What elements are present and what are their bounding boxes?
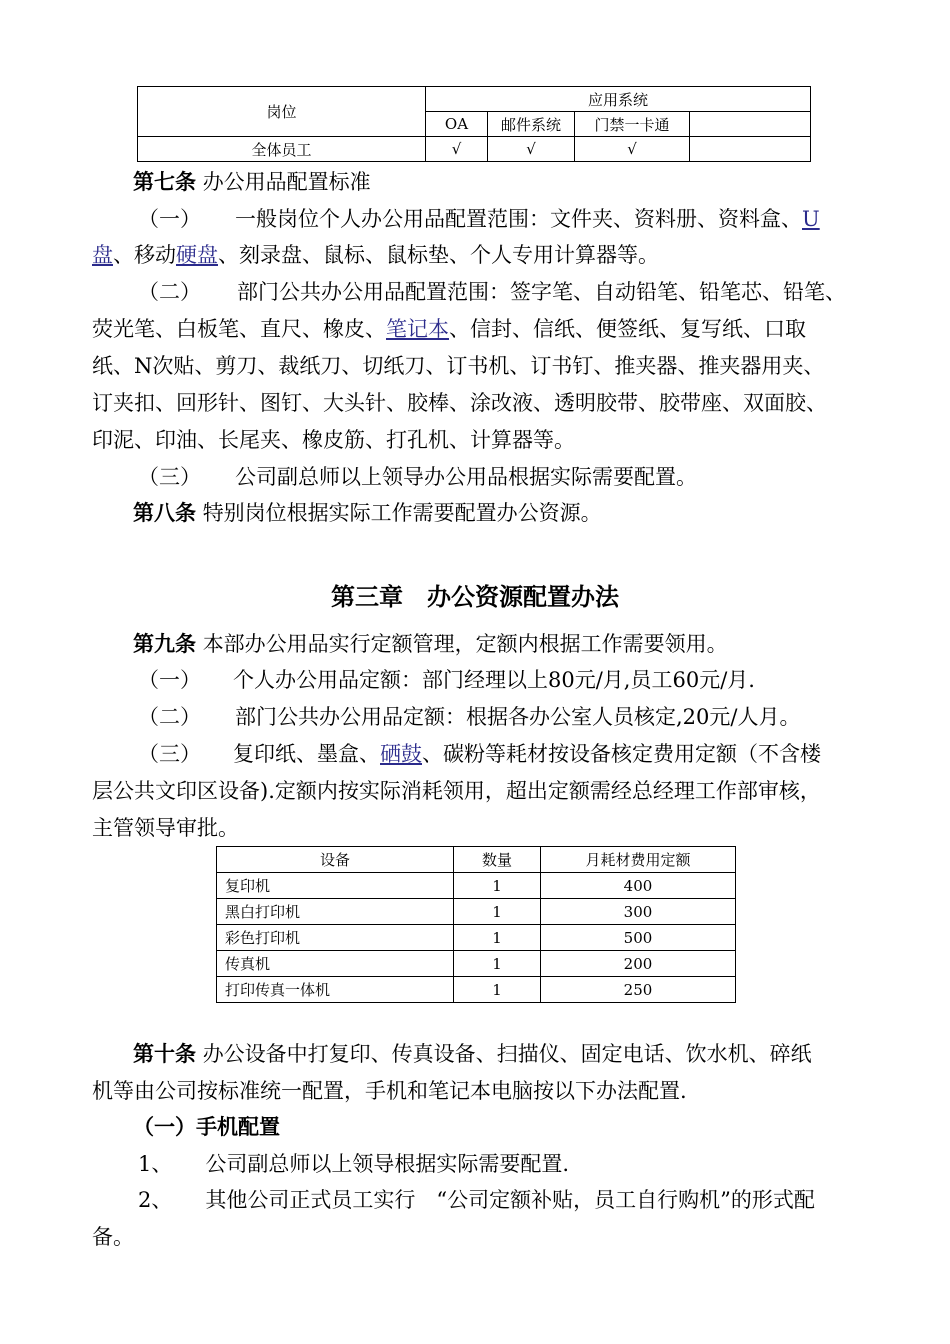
item-text: 个人办公用品定额：部门经理以上80元/月,员工60元/月. [233,668,755,692]
item-number: （三） [138,465,201,489]
cell-equipment: 黑白打印机 [217,899,454,925]
u-disk-link-cont[interactable]: 盘 [92,243,113,267]
table-row [217,873,736,899]
item-text: 复印纸、墨盒、 [233,742,380,766]
article-7-item-2-line-2 [92,313,806,343]
article-7-item-3 [138,461,697,491]
cell-equipment: 打印传真一体机 [217,977,454,1003]
article-10-label: 第十条 [133,1041,196,1066]
header-quantity: 数量 [454,847,541,873]
cell-empty [690,137,811,162]
cell-quota: 250 [541,977,736,1003]
equipment-quota-table [216,846,736,1003]
item-text: 公司副总师以上领导办公用品根据实际需要配置。 [235,465,697,489]
header-monthly-quota: 月耗材费用定额 [541,847,736,873]
cell-quantity: 1 [454,951,541,977]
phone-config-heading: （一）手机配置 [133,1114,280,1139]
table-row [217,977,736,1003]
article-10-line-1 [133,1038,812,1068]
table-row [217,925,736,951]
article-9-item-1 [138,664,755,694]
item-number: （二） [138,705,201,729]
row-all-staff: 全体员工 [138,137,426,162]
item-text: 其他公司正式员工实行 “公司定额补贴，员工自行购机”的形式配 [205,1188,815,1212]
item-number: （二） [138,280,201,304]
item-text: 一般岗位个人办公用品配置范围：文件夹、资料册、资料盒、 [235,207,802,231]
article-7-heading [133,166,371,196]
item-number: （一） [138,668,201,692]
col-mail: 邮件系统 [488,112,575,137]
check-access: √ [575,137,690,162]
cell-equipment: 复印机 [217,873,454,899]
article-8-label: 第八条 [133,500,196,525]
hard-disk-link[interactable]: 硬盘 [176,243,218,267]
cell-quantity: 1 [454,873,541,899]
notebook-link[interactable]: 笔记本 [386,317,449,341]
header-post: 岗位 [138,87,426,137]
col-oa: OA [426,112,488,137]
article-7-title: 办公用品配置标准 [202,170,371,194]
article-7-item-1-line-2 [92,239,659,269]
table-header-row [217,847,736,873]
article-7-item-1-line-1 [138,203,820,233]
item-text: 、碳粉等耗材按设备核定费用定额（不含楼 [422,742,821,766]
chapter-3-heading: 第三章 办公资源配置办法 [331,582,619,611]
table-row [217,899,736,925]
article-8 [133,497,602,527]
article-10-text: 办公设备中打复印、传真设备、扫描仪、固定电话、饮水机、碎纸 [202,1042,812,1066]
toner-drum-link[interactable]: 硒鼓 [380,742,422,766]
item-text: 部门公共办公用品配置范围：签字笔、自动铅笔、铅笔芯、铅笔、 [237,280,846,304]
article-9-label: 第九条 [133,631,196,656]
article-9-item-3-line-1 [138,738,821,768]
u-disk-link[interactable]: U [802,207,820,231]
item-text: 、信封、信纸、便签纸、复写纸、口取 [449,317,806,341]
item-text: 公司副总师以上领导根据实际需要配置. [205,1152,570,1176]
item-text: 荧光笔、白板笔、直尺、橡皮、 [92,317,386,341]
article-7-label: 第七条 [133,169,196,194]
cell-quantity: 1 [454,977,541,1003]
article-9-item-3-line-2: 层公共文印区设备).定额内按实际消耗领用，超出定额需经总经理工作部审核， [92,779,821,803]
col-access: 门禁一卡通 [575,112,690,137]
article-9-item-2 [138,701,800,731]
check-mail: √ [488,137,575,162]
article-7-item-2-line-1 [138,276,846,306]
article-7-item-2-line-3: 纸、N次贴、剪刀、裁纸刀、切纸刀、订书机、订书钉、推夹器、推夹器用夹、 [92,354,825,378]
table-row [217,951,736,977]
article-8-text: 特别岗位根据实际工作需要配置办公资源。 [202,501,602,525]
item-number: （一） [138,207,201,231]
check-oa: √ [426,137,488,162]
header-equipment: 设备 [217,847,454,873]
item-text: 部门公共办公用品定额：根据各办公室人员核定,20元/人月。 [235,705,801,729]
systems-table [137,86,811,162]
article-9-item-3-line-3: 主管领导审批。 [92,816,239,840]
article-7-item-2-line-4: 订夹扣、回形针、图钉、大头针、胶棒、涂改液、透明胶带、胶带座、双面胶、 [92,391,827,415]
cell-quota: 200 [541,951,736,977]
phone-item-1 [138,1148,569,1178]
article-10-line-2: 机等由公司按标准统一配置，手机和笔记本电脑按以下办法配置. [92,1079,687,1103]
item-number: 1、 [138,1152,173,1176]
cell-quota: 400 [541,873,736,899]
article-9-text: 本部办公用品实行定额管理，定额内根据工作需要领用。 [202,632,728,656]
phone-item-2-line-2: 备。 [92,1225,134,1249]
col-empty [690,112,811,137]
item-number: （三） [138,742,201,766]
phone-item-2-line-1 [138,1184,815,1214]
article-7-item-2-line-5: 印泥、印油、长尾夹、橡皮筋、打孔机、计算器等。 [92,428,575,452]
item-number: 2、 [138,1188,173,1212]
cell-equipment: 传真机 [217,951,454,977]
header-apps: 应用系统 [426,87,811,112]
cell-quantity: 1 [454,899,541,925]
item-text: 、刻录盘、鼠标、鼠标垫、个人专用计算器等。 [218,243,659,267]
cell-quota: 500 [541,925,736,951]
item-text: 、移动 [113,243,176,267]
cell-quota: 300 [541,899,736,925]
cell-quantity: 1 [454,925,541,951]
cell-equipment: 彩色打印机 [217,925,454,951]
article-9 [133,628,728,658]
